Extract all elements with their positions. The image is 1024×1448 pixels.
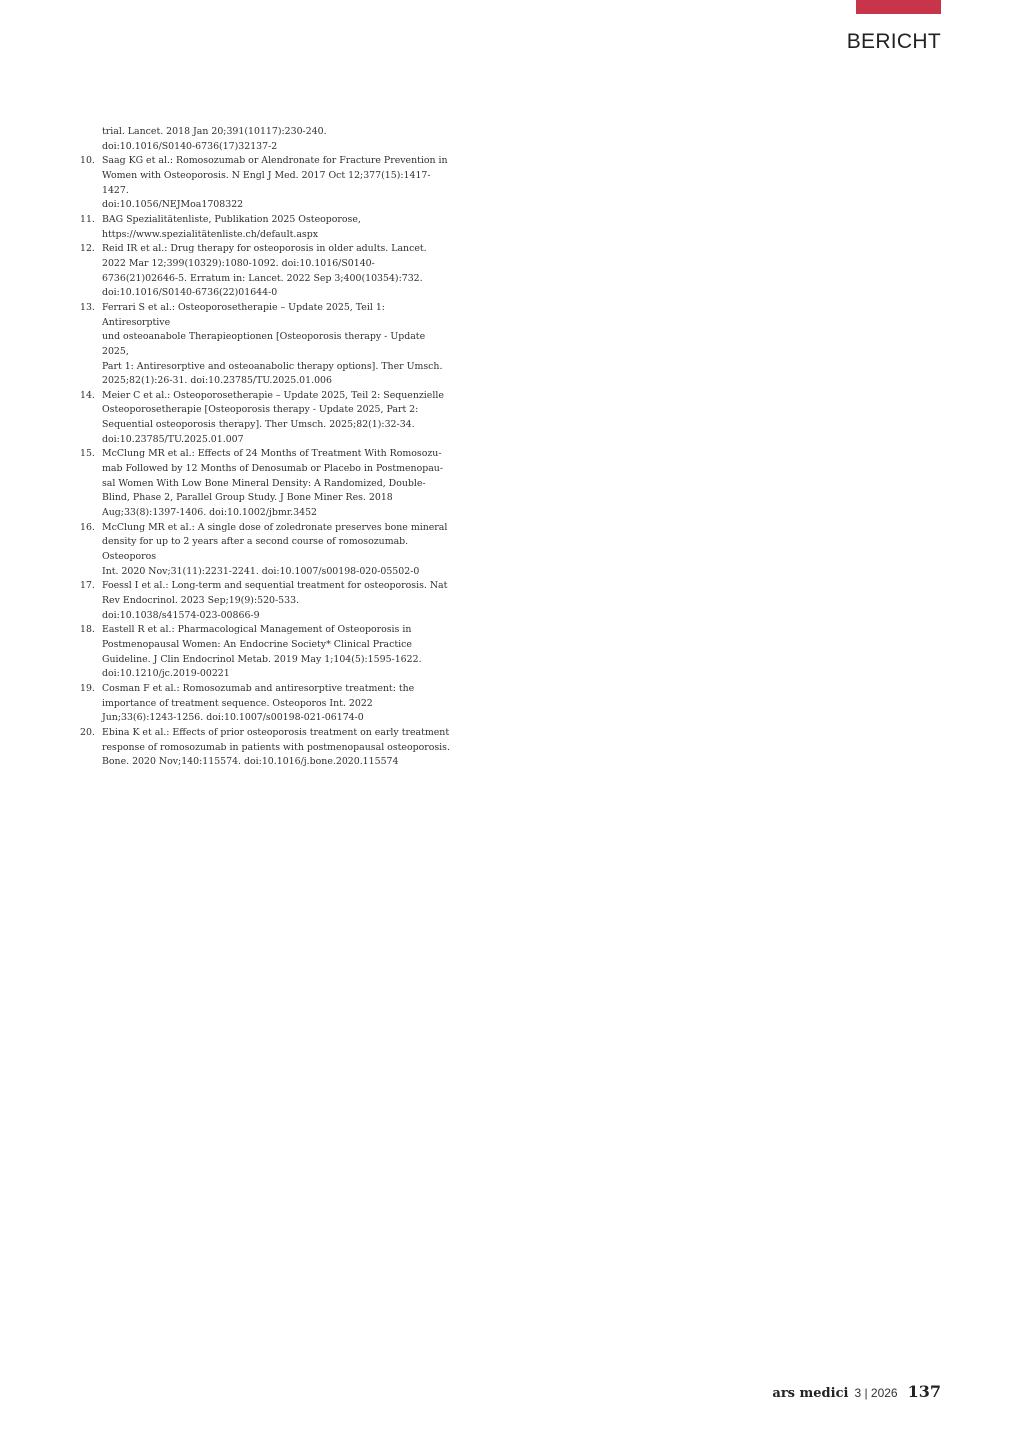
reference-text: McClung MR et al.: A single dose of zoledronate preserves bone mineral density for up to 2 years after a second course of romosozumab. Osteoporos Int. 2020 Nov;31(11):2231-2241. doi:10.1007/s00198-020-05502-0 [102,521,448,577]
page-number: 137 [907,1382,941,1401]
reference-item [80,301,452,389]
reference-item [80,726,452,770]
issue-number: 3 | 2026 [854,1386,898,1400]
reference-number: 14. [80,389,95,401]
reference-text: Saag KG et al.: Romosozumab or Alendronate for Fracture Prevention in Women with Osteoporosis. N Engl J Med. 2017 Oct 12;377(15):1417-1427. doi:10.1056/NEJMoa1708322 [102,155,448,211]
reference-item [80,154,452,213]
reference-text: BAG Spezialitätenliste, Publikation 2025 Osteoporose, https://www.spezialitätenliste.ch/default.aspx [102,213,361,240]
reference-number [80,125,102,154]
reference-number: 19. [80,682,95,694]
reference-number: 10. [80,155,95,167]
reference-item [80,389,452,448]
reference-item [80,579,452,623]
reference-number: 17. [80,580,95,592]
reference-item [80,242,452,301]
reference-number: 11. [80,213,95,225]
section-title: BERICHT [846,30,941,53]
reference-text: Reid IR et al.: Drug therapy for osteoporosis in older adults. Lancet. 2022 Mar 12;399(10329):1080-1092. doi:10.1016/S0140- 6736(21)02646-5. Erratum in: Lancet. 2022 Sep 3;400(10354):732. doi:10.1016/S0140-6736(22)01644-0 [102,243,427,299]
section-accent-bar [856,0,941,14]
reference-text: Eastell R et al.: Pharmacological Management of Osteoporosis in Postmenopausal Women: An Endocrine Society* Clinical Practice Guideline. J Clin Endocrinol Metab. 2019 May 1;104(5):1595-1622. doi:10.1210/jc.2019-00221 [102,624,422,680]
reference-item [80,623,452,682]
reference-text: McClung MR et al.: Effects of 24 Months of Treatment With Romosozu- mab Followed by 12 Months of Denosumab or Placebo in Postmenopau- sal Women With Low Bone Mineral Density: A Randomized, Double- Blind, Phase 2, Parallel Group Study. J Bone Miner Res. 2018 Aug;33(8):1397-1406. doi:10.1002/jbmr.3452 [102,448,444,519]
reference-number: 18. [80,624,95,636]
reference-text: trial. Lancet. 2018 Jan 20;391(10117):230-240. doi:10.1016/S0140-6736(17)32137-2 [102,126,327,152]
reference-text: Meier C et al.: Osteoporosetherapie – Update 2025, Teil 2: Sequenzielle Osteoporosetherapie [Osteoporosis therapy - Update 2025, Part 2: Sequential osteoporosis therapy]. Ther Umsch. 2025;82(1):32-34. doi:10.23785/TU.2025.01.007 [102,389,444,445]
reference-text: Ferrari S et al.: Osteoporosetherapie – Update 2025, Teil 1: Antiresorptive und osteoanabole Therapieoptionen [Osteoporosis therapy - Update 2025, Part 1: Antiresorptive and osteoanabolic therapy options]. Ther Umsch. 2025;82(1):26-31. doi:10.23785/TU.2025.01.006 [102,301,443,387]
reference-item [80,213,452,242]
reference-item [80,125,452,154]
reference-text: Foessl I et al.: Long-term and sequential treatment for osteoporosis. Nat Rev Endocrinol. 2023 Sep;19(9):520-533. doi:10.1038/s41574-023-00866-9 [102,580,448,621]
reference-list [80,125,452,770]
reference-number: 15. [80,448,95,460]
reference-number: 20. [80,726,95,738]
reference-item [80,682,452,726]
reference-text: Cosman F et al.: Romosozumab and antiresorptive treatment: the importance of treatment sequence. Osteoporos Int. 2022 Jun;33(6):1243-1256. doi:10.1007/s00198-021-06174-0 [102,682,415,724]
reference-number: 16. [80,521,95,533]
reference-number: 12. [80,243,95,255]
reference-item [80,521,452,580]
page-footer [772,1382,941,1401]
reference-number: 13. [80,301,95,313]
reference-text: Ebina K et al.: Effects of prior osteoporosis treatment on early treatment response of romosozumab in patients with postmenopausal osteoporosis. Bone. 2020 Nov;140:115574. doi:10.1016/j.bone.2020.115574 [102,726,450,768]
reference-item [80,447,452,520]
journal-name: ars medici [772,1386,849,1401]
